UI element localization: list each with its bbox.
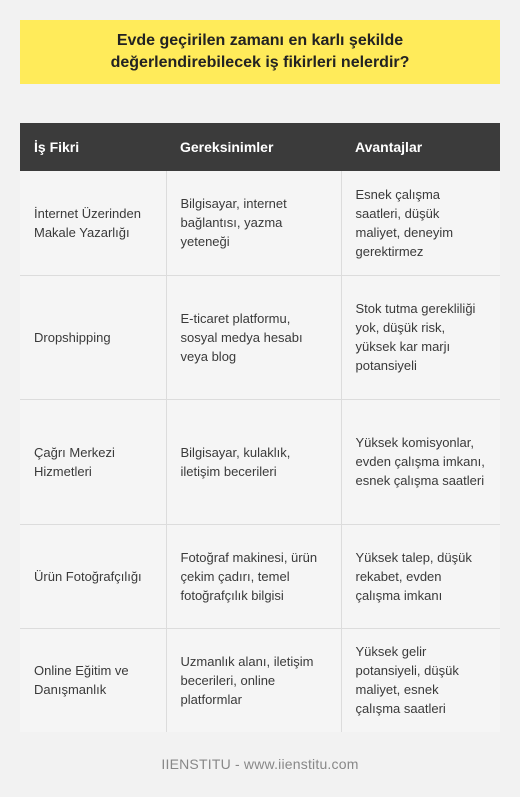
idea-cell: Online Eğitim ve Danışmanlık [20,628,166,732]
idea-cell: İnternet Üzerinden Makale Yazarlığı [20,171,166,275]
column-header-advantages: Avantajlar [341,123,500,171]
advantages-cell: Yüksek gelir potansiyeli, düşük maliyet, esnek çalışma saatleri [341,628,500,732]
page-title: Evde geçirilen zamanı en karlı şekilde değerlendirebilecek iş fikirleri nelerdir? [110,32,410,71]
table-row [20,171,500,275]
idea-cell: Çağrı Merkezi Hizmetleri [20,399,166,524]
advantages-cell: Yüksek komisyonlar, evden çalışma imkanı, esnek çalışma saatleri [341,399,500,524]
requirements-cell: Bilgisayar, kulaklık, iletişim becerileri [166,399,341,524]
column-header-requirements: Gereksinimler [166,123,341,171]
table-row [20,524,500,628]
table-row [20,275,500,399]
table-row [20,628,500,732]
idea-cell: Ürün Fotoğrafçılığı [20,524,166,628]
business-ideas-table [20,123,500,732]
table-row [20,399,500,524]
column-header-idea: İş Fikri [20,123,166,171]
requirements-cell: Uzmanlık alanı, iletişim becerileri, online platformlar [166,628,341,732]
advantages-cell: Esnek çalışma saatleri, düşük maliyet, deneyim gerektirmez [341,171,500,275]
requirements-cell: Fotoğraf makinesi, ürün çekim çadırı, temel fotoğrafçılık bilgisi [166,524,341,628]
requirements-cell: Bilgisayar, internet bağlantısı, yazma yeteneği [166,171,341,275]
title-banner [20,20,500,84]
table-header-row [20,123,500,171]
requirements-cell: E-ticaret platformu, sosyal medya hesabı veya blog [166,275,341,399]
advantages-cell: Stok tutma gerekliliği yok, düşük risk, yüksek kar marjı potansiyeli [341,275,500,399]
advantages-cell: Yüksek talep, düşük rekabet, evden çalışma imkanı [341,524,500,628]
idea-cell: Dropshipping [20,275,166,399]
footer-credit: IIENSTITU - www.iienstitu.com [161,756,359,772]
